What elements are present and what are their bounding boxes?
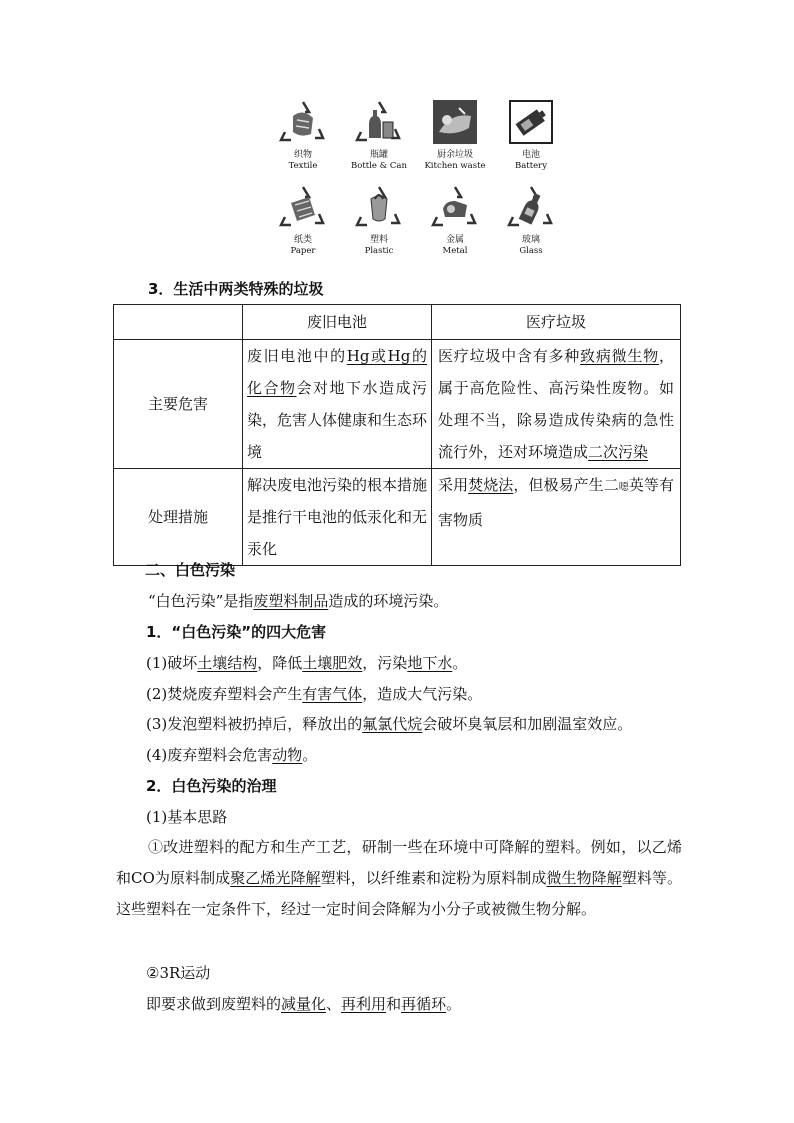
icon-label-en: Metal: [442, 246, 468, 256]
hazard-table: [113, 304, 681, 566]
keyword: 废塑料制品: [253, 592, 329, 610]
text: 采用: [438, 476, 469, 494]
battery-treatment-cell: 解决废电池污染的根本措施是推行干电池的低汞化和无汞化: [243, 469, 432, 566]
icon-label-zh: 塑料: [369, 235, 388, 245]
icon-label-en: Glass: [519, 246, 543, 256]
textile-icon: [279, 98, 327, 146]
recycling-icon-grid: [272, 98, 562, 256]
table-row-treatment: [114, 469, 681, 566]
icon-row-2: [272, 183, 562, 256]
icon-label-en: Plastic: [364, 246, 394, 256]
keyword: Hg或Hg的化合物: [247, 347, 427, 397]
keyword: 土壤肥效: [302, 654, 363, 672]
keyword: 焚烧法: [468, 476, 514, 494]
text: ，污染: [362, 654, 408, 672]
icon-cell-plastic: [348, 183, 410, 256]
row-label-treatment: 处理措施: [114, 469, 243, 566]
text: (1)破坏: [146, 654, 198, 672]
text: ①改进塑料的配方和生产工艺，研制一些在环境中可降解的塑料。例如，以乙烯和CO为原料制成: [116, 838, 682, 887]
text: 废旧电池中的: [247, 347, 347, 365]
text: 。: [446, 995, 462, 1013]
text: 会对地下水造成污染，危害人体健康和生态环境: [247, 379, 428, 461]
table-header-medical: 医疗垃圾: [432, 305, 681, 340]
keyword: 氟氯代烷: [362, 715, 423, 733]
subsection-2-title: 2．白色污染的治理: [146, 777, 277, 795]
hazard-item-1: [146, 653, 467, 673]
plastic-icon: [355, 183, 403, 231]
white-pollution-definition: [148, 591, 448, 611]
keyword: 土壤结构: [197, 654, 258, 672]
text: 即要求做到废塑料的: [146, 995, 282, 1013]
icon-label-zh: 纸类: [293, 235, 312, 245]
idea-2-heading: ②3R运动: [146, 964, 211, 982]
text: 。: [302, 746, 318, 764]
text: 英等有害物质: [438, 476, 674, 529]
idea-1-paragraph: [116, 832, 682, 925]
medical-hazard-cell: [432, 340, 681, 469]
kitchen-waste-icon: [431, 98, 479, 146]
text: ，造成大气污染。: [362, 685, 483, 703]
section-2-title: 二、白色污染: [145, 561, 236, 579]
icon-label-zh: 厨余垃圾: [436, 150, 473, 160]
keyword: 动物: [272, 746, 303, 764]
hazard-item-2: [146, 684, 482, 704]
text: 。: [452, 654, 468, 672]
table-header-battery: 废旧电池: [243, 305, 432, 340]
icon-cell-battery: [500, 98, 562, 171]
hazard-item-4: [146, 745, 317, 765]
paper-icon: [279, 183, 327, 231]
text: (4)废弃塑料会危害: [146, 746, 273, 764]
icon-cell-bottle-can: [348, 98, 410, 171]
keyword: 减量化: [281, 995, 327, 1013]
keyword: 再利用: [341, 995, 387, 1013]
idea-2-text: [146, 994, 461, 1014]
keyword: 地下水: [407, 654, 453, 672]
bottle-can-icon: [355, 98, 403, 146]
icon-label-en: Kitchen waste: [424, 161, 486, 171]
table-header-empty: [114, 305, 243, 340]
text: ，降低: [257, 654, 303, 672]
metal-icon: [431, 183, 479, 231]
icon-row-1: [272, 98, 562, 171]
keyword: 有害气体: [302, 685, 363, 703]
text: ，属于高危险性、高污染性废物。如处理不当，除易造成传染病的急性流行外，还对环境造成: [438, 347, 674, 461]
text: 造成的环境污染。: [328, 592, 449, 610]
icon-cell-textile: [272, 98, 334, 171]
icon-label-zh: 玻璃: [521, 235, 540, 245]
text: 塑料等。这些塑料在一定条件下，经过一定时间会降解为小分子或被微生物分解。: [116, 869, 682, 918]
row-label-hazard: 主要危害: [114, 340, 243, 469]
subsection-1-title: 1．“白色污染”的四大危害: [146, 623, 327, 641]
battery-icon: [507, 98, 555, 146]
keyword: 致病微生物: [580, 347, 659, 365]
hazard-item-3: [146, 714, 632, 734]
keyword: 聚乙烯光降解: [230, 869, 321, 887]
icon-cell-kitchen-waste: [424, 98, 486, 171]
text: 、: [326, 995, 342, 1013]
text: 和: [386, 995, 402, 1013]
basic-idea-heading: (1)基本思路: [146, 808, 228, 826]
keyword: 二次污染: [588, 443, 649, 461]
table-row-hazard: [114, 340, 681, 469]
text: 会破坏臭氧层和加剧温室效应。: [422, 715, 633, 733]
icon-label-en: Bottle & Can: [351, 161, 407, 171]
small-char: 噁: [618, 482, 629, 493]
icon-label-en: Paper: [290, 246, 316, 256]
icon-label-zh: 电池: [521, 150, 540, 160]
icon-label-en: Textile: [288, 161, 318, 171]
text: 塑料，以纤维素和淀粉为原料制成: [320, 869, 547, 887]
icon-label-zh: 金属: [445, 235, 464, 245]
glass-icon: [507, 183, 555, 231]
icon-label-zh: 瓶罐: [369, 150, 388, 160]
text: “白色污染”是指: [148, 592, 254, 610]
text: 医疗垃圾中含有多种: [438, 347, 581, 365]
text: (3)发泡塑料被扔掉后，释放出的: [146, 715, 363, 733]
text: ，但极易产生二: [513, 476, 619, 494]
section-3-title: 3．生活中两类特殊的垃圾: [148, 280, 324, 298]
table-header-row: [114, 305, 681, 340]
icon-label-en: Battery: [514, 161, 548, 171]
icon-label-zh: 织物: [293, 150, 312, 160]
icon-cell-metal: [424, 183, 486, 256]
keyword: 微生物降解: [546, 869, 622, 887]
keyword: 再循环: [401, 995, 447, 1013]
medical-treatment-cell: [432, 469, 681, 566]
battery-hazard-cell: [243, 340, 432, 469]
icon-cell-glass: [500, 183, 562, 256]
text: (2)焚烧废弃塑料会产生: [146, 685, 303, 703]
icon-cell-paper: [272, 183, 334, 256]
